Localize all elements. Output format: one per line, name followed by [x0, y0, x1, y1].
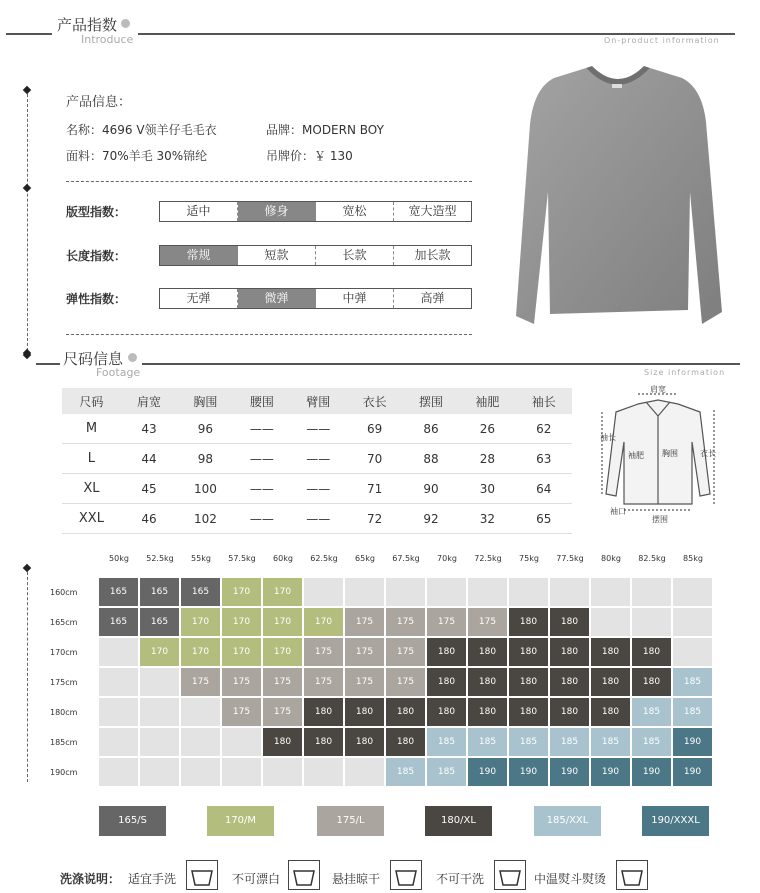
chart-cell: 175	[345, 608, 384, 636]
index-options	[159, 201, 472, 222]
size-table-header-cell: 摆围	[403, 388, 459, 414]
index-option: 加长款	[414, 248, 451, 262]
legend-item: 170/M	[207, 806, 274, 836]
size-table-header-cell: 腰围	[234, 388, 290, 414]
chart-cell	[99, 728, 138, 756]
diagram-cuff-label: 袖口	[610, 507, 626, 516]
table-cell: 90	[403, 474, 459, 504]
weight-label: 72.5kg	[474, 554, 502, 563]
chart-cell: 185	[550, 728, 589, 756]
product-fabric: 面料：70%羊毛 30%锦纶	[66, 149, 208, 163]
table-cell: 88	[403, 444, 459, 474]
chart-cell: 180	[591, 698, 630, 726]
chart-cell	[345, 758, 384, 786]
product-name: 名称：4696 V领羊仔毛毛衣	[66, 123, 217, 137]
hand-wash-icon	[186, 860, 218, 890]
chart-cell: 185	[673, 668, 712, 696]
table-cell: 64	[516, 474, 572, 504]
weight-label: 75kg	[519, 554, 539, 563]
height-label: 165cm	[50, 618, 78, 627]
chart-cell: 175	[427, 608, 466, 636]
diagram-hem-label: 摆围	[652, 515, 668, 524]
table-cell: M	[62, 414, 121, 444]
weight-label: 65kg	[355, 554, 375, 563]
table-cell: 86	[403, 414, 459, 444]
chart-cell: 190	[673, 728, 712, 756]
product-sweater-image	[512, 62, 724, 334]
chart-cell: 185	[632, 698, 671, 726]
table-cell: 100	[177, 474, 233, 504]
index-option: 高弹	[420, 291, 445, 305]
chart-cell: 165	[99, 578, 138, 606]
wash-heading: 洗涤说明：	[60, 872, 121, 886]
table-cell: ——	[290, 444, 346, 474]
chart-cell: 180	[345, 698, 384, 726]
table-cell: 62	[516, 414, 572, 444]
table-cell: 46	[121, 504, 177, 534]
chart-cell	[181, 758, 220, 786]
table-cell: ——	[290, 474, 346, 504]
chart-cell	[140, 668, 179, 696]
chart-cell: 180	[386, 728, 425, 756]
table-cell: 72	[346, 504, 402, 534]
wash-label: 适宜手洗	[128, 872, 177, 886]
table-row	[62, 444, 572, 474]
weight-label: 77.5kg	[556, 554, 584, 563]
chart-cell	[222, 758, 261, 786]
chart-cell	[509, 578, 548, 606]
chart-cell	[427, 578, 466, 606]
size-table-header-cell: 袖肥	[459, 388, 515, 414]
chart-cell: 190	[550, 758, 589, 786]
chart-cell: 180	[550, 698, 589, 726]
index-option: 短款	[238, 246, 316, 265]
chart-cell: 180	[550, 638, 589, 666]
index-option: 常规	[160, 246, 238, 265]
chart-cell	[140, 758, 179, 786]
chart-cell	[386, 578, 425, 606]
chart-cell: 165	[99, 608, 138, 636]
size-header-line-left	[36, 363, 60, 365]
height-label: 180cm	[50, 708, 78, 717]
weight-label: 85kg	[683, 554, 703, 563]
table-cell: 45	[121, 474, 177, 504]
chart-cell	[181, 728, 220, 756]
table-cell: 92	[403, 504, 459, 534]
index-option: 长款	[316, 246, 394, 265]
chart-cell	[591, 608, 630, 636]
size-table-header-cell: 胸围	[177, 388, 233, 414]
weight-label: 80kg	[601, 554, 621, 563]
chart-cell	[468, 578, 507, 606]
chart-cell	[99, 668, 138, 696]
legend-item: 185/XXL	[534, 806, 601, 836]
weight-label: 67.5kg	[392, 554, 420, 563]
index-options	[159, 245, 472, 266]
index-option: 中弹	[316, 289, 394, 308]
chart-cell	[632, 578, 671, 606]
table-cell: 98	[177, 444, 233, 474]
size-section-subtitle: Footage	[96, 366, 141, 379]
table-cell: 30	[459, 474, 515, 504]
index-option: 宽松	[316, 202, 394, 221]
chart-cell: 180	[509, 638, 548, 666]
table-cell: ——	[234, 504, 290, 534]
no-bleach-icon	[288, 860, 320, 890]
chart-cell	[673, 638, 712, 666]
weight-label: 57.5kg	[228, 554, 256, 563]
table-cell: ——	[234, 444, 290, 474]
hang-dry-icon	[390, 860, 422, 890]
product-brand: 品牌：MODERN BOY	[266, 123, 384, 137]
table-row	[62, 504, 572, 534]
chart-cell: 175	[386, 668, 425, 696]
size-section-title: 尺码信息	[63, 350, 124, 368]
chart-cell: 165	[140, 578, 179, 606]
chart-cell: 175	[468, 608, 507, 636]
wash-label: 不可漂白	[232, 872, 281, 886]
table-cell: XXL	[62, 504, 121, 534]
chart-cell: 165	[140, 608, 179, 636]
chart-cell	[673, 578, 712, 606]
diagram-length-label: 衣长	[700, 449, 716, 458]
chart-cell: 180	[427, 668, 466, 696]
chart-rail-dot	[23, 564, 31, 572]
chart-cell: 180	[304, 728, 343, 756]
chart-cell: 170	[181, 638, 220, 666]
chart-cell: 180	[632, 668, 671, 696]
size-table-header	[62, 388, 572, 414]
chart-cell: 185	[427, 758, 466, 786]
table-cell: L	[62, 444, 121, 474]
chart-cell: 175	[304, 668, 343, 696]
size-table-header-cell: 衣长	[346, 388, 402, 414]
table-cell: 96	[177, 414, 233, 444]
chart-cell: 180	[509, 698, 548, 726]
index-options	[159, 288, 472, 309]
chart-cell: 170	[304, 608, 343, 636]
chart-cell: 180	[427, 698, 466, 726]
chart-cell: 180	[386, 698, 425, 726]
chart-cell: 185	[632, 728, 671, 756]
chart-cell	[140, 698, 179, 726]
weight-label: 52.5kg	[146, 554, 174, 563]
weight-label: 60kg	[273, 554, 293, 563]
chart-cell	[304, 758, 343, 786]
index-option: 宽大造型	[408, 204, 457, 218]
height-label: 160cm	[50, 588, 78, 597]
chart-cell	[222, 728, 261, 756]
chart-cell	[140, 728, 179, 756]
chart-cell: 175	[386, 638, 425, 666]
size-table	[62, 388, 572, 534]
table-cell: 26	[459, 414, 515, 444]
chart-cell: 175	[263, 668, 302, 696]
size-table-header-cell: 肩宽	[121, 388, 177, 414]
chart-cell: 175	[181, 668, 220, 696]
legend-item: 180/XL	[425, 806, 492, 836]
chart-cell: 170	[263, 578, 302, 606]
chart-cell: 180	[550, 668, 589, 696]
diagram-chest-label: 胸围	[662, 449, 678, 458]
chart-cell: 180	[550, 608, 589, 636]
chart-cell	[181, 698, 220, 726]
product-price: 吊牌价：￥ 130	[266, 149, 353, 163]
height-label: 190cm	[50, 768, 78, 777]
chart-cell: 175	[222, 698, 261, 726]
index-label: 长度指数：	[66, 249, 127, 263]
table-row	[62, 414, 572, 444]
chart-cell: 175	[345, 638, 384, 666]
chart-cell: 175	[386, 608, 425, 636]
size-header-line-right	[142, 363, 740, 365]
chart-cell: 185	[427, 728, 466, 756]
weight-label: 55kg	[191, 554, 211, 563]
index-option: 无弹	[160, 289, 238, 308]
table-row	[62, 474, 572, 504]
index-option: 微弹	[238, 289, 316, 308]
chart-cell	[99, 758, 138, 786]
chart-cell: 175	[345, 668, 384, 696]
table-cell: 70	[346, 444, 402, 474]
chart-cell: 180	[509, 608, 548, 636]
chart-cell: 190	[591, 758, 630, 786]
table-cell: ——	[234, 414, 290, 444]
chart-cell: 180	[468, 698, 507, 726]
chart-cell	[673, 608, 712, 636]
weight-label: 70kg	[437, 554, 457, 563]
table-cell: 28	[459, 444, 515, 474]
index-label: 版型指数：	[66, 205, 127, 219]
table-cell: 32	[459, 504, 515, 534]
chart-cell: 190	[468, 758, 507, 786]
table-cell: 69	[346, 414, 402, 444]
chart-cell: 175	[304, 638, 343, 666]
chart-cell: 180	[427, 638, 466, 666]
chart-cell: 180	[509, 668, 548, 696]
chart-cell	[550, 578, 589, 606]
rail-dashed-line	[27, 94, 28, 356]
chart-rail-line	[27, 572, 28, 782]
chart-cell: 180	[468, 668, 507, 696]
height-label: 175cm	[50, 678, 78, 687]
chart-cell: 170	[222, 638, 261, 666]
table-cell: 44	[121, 444, 177, 474]
table-cell: 43	[121, 414, 177, 444]
table-cell: 65	[516, 504, 572, 534]
diagram-shoulder-label: 肩宽	[650, 385, 666, 394]
chart-cell: 175	[263, 698, 302, 726]
product-info-heading: 产品信息：	[66, 95, 132, 110]
wash-label: 悬挂晾干	[332, 872, 381, 886]
size-section-en: Size information	[644, 368, 726, 377]
chart-cell	[304, 578, 343, 606]
iron-medium-icon	[616, 860, 648, 890]
no-dry-clean-icon	[494, 860, 526, 890]
chart-cell: 180	[468, 638, 507, 666]
chart-cell: 170	[181, 608, 220, 636]
chart-cell: 185	[509, 728, 548, 756]
chart-cell: 175	[222, 668, 261, 696]
header-line-right	[138, 33, 735, 35]
section-badge-icon-2	[128, 353, 137, 362]
info-divider	[66, 181, 472, 182]
chart-cell: 190	[673, 758, 712, 786]
chart-cell: 185	[468, 728, 507, 756]
chart-cell: 185	[673, 698, 712, 726]
chart-cell: 180	[304, 698, 343, 726]
table-cell: ——	[290, 504, 346, 534]
legend-item: 165/S	[99, 806, 166, 836]
table-cell: XL	[62, 474, 121, 504]
product-section-en: On-product information	[604, 36, 720, 45]
rail-dot-top	[23, 86, 31, 94]
chart-cell: 170	[222, 608, 261, 636]
chart-cell: 180	[591, 638, 630, 666]
height-label: 170cm	[50, 648, 78, 657]
chart-cell: 170	[263, 638, 302, 666]
measurement-diagram	[598, 382, 722, 524]
chart-cell: 180	[632, 638, 671, 666]
diagram-sleeve-width-label: 袖肥	[628, 451, 644, 460]
chart-cell: 180	[263, 728, 302, 756]
chart-cell: 185	[386, 758, 425, 786]
chart-cell	[99, 698, 138, 726]
height-label: 185cm	[50, 738, 78, 747]
chart-cell: 170	[222, 578, 261, 606]
size-table-header-cell: 臂围	[290, 388, 346, 414]
table-cell: ——	[234, 474, 290, 504]
table-cell: 63	[516, 444, 572, 474]
section-badge-icon	[121, 19, 130, 28]
chart-cell: 170	[263, 608, 302, 636]
index-option: 修身	[238, 202, 316, 221]
chart-cell: 180	[591, 668, 630, 696]
chart-cell	[591, 578, 630, 606]
diagram-sleeve-length-label: 袖长	[600, 433, 616, 442]
size-table-header-cell: 袖长	[516, 388, 572, 414]
chart-cell: 190	[632, 758, 671, 786]
legend-item: 175/L	[317, 806, 384, 836]
table-cell: 71	[346, 474, 402, 504]
chart-cell: 165	[181, 578, 220, 606]
rail-dot-mid	[23, 184, 31, 192]
weight-label: 50kg	[109, 554, 129, 563]
table-cell: ——	[290, 414, 346, 444]
wash-label: 不可干洗	[436, 872, 485, 886]
size-table-header-cell: 尺码	[62, 388, 121, 414]
index-label: 弹性指数：	[66, 292, 127, 306]
chart-cell	[263, 758, 302, 786]
legend-item: 190/XXXL	[642, 806, 709, 836]
table-cell: 102	[177, 504, 233, 534]
chart-cell	[632, 608, 671, 636]
chart-cell: 170	[140, 638, 179, 666]
chart-cell: 180	[345, 728, 384, 756]
product-section-subtitle: Introduce	[81, 33, 134, 46]
weight-label: 62.5kg	[310, 554, 338, 563]
index-divider	[66, 334, 472, 335]
index-option: 适中	[160, 202, 238, 221]
chart-cell	[345, 578, 384, 606]
chart-cell: 185	[591, 728, 630, 756]
chart-cell	[99, 638, 138, 666]
wash-label: 中温熨斗熨烫	[534, 872, 607, 886]
weight-label: 82.5kg	[638, 554, 666, 563]
chart-cell: 190	[509, 758, 548, 786]
product-section-title: 产品指数	[57, 16, 118, 34]
header-line-left	[6, 33, 52, 35]
